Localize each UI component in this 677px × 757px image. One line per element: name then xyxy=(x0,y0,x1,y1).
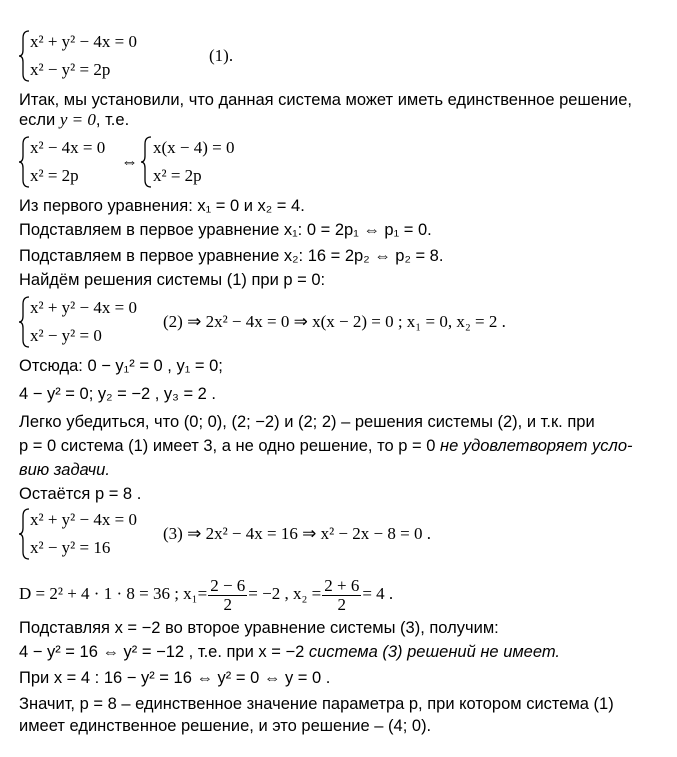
text-line-4: Подставляем в первое уравнение x₁: 0 = 2p₁ ⇔ p₁ = 0. xyxy=(19,221,432,239)
fraction-1 xyxy=(208,577,247,614)
text-line-9: Легко убедиться, что (0; 0), (2; −2) и (2; 2) – решения системы (2), и т.к. при xyxy=(19,413,595,431)
text-line-3: Из первого уравнения: x₁ = 0 и x₂ = 4. xyxy=(19,197,305,215)
text-line-7: Отсюда: 0 − y₁² = 0 , y₁ = 0; xyxy=(19,357,223,375)
system-1-row-2: x² − y² = 2p xyxy=(30,60,111,79)
text-line-14: Подставляя x = −2 во второе уравнение системы (3), получим: xyxy=(19,619,499,637)
system-3-row-2: x² − y² = 0 xyxy=(30,326,102,345)
discriminant-text: = −2 , x₂ = xyxy=(248,584,322,603)
italic-fragment: система (3) решений не имеет. xyxy=(308,643,560,661)
text-line-11: вию задачи. xyxy=(19,461,110,479)
system-3-derivation: (2) ⇒ 2x² − 4x = 0 ⇒ x(x − 2) = 0 ; x₁ = 0, x₂ = 2 . xyxy=(163,312,506,331)
system-3-row-1: x² + y² − 4x = 0 xyxy=(30,298,137,317)
text-fragment: 4 − y² = 16 ⇔ y² = −12 , т.е. при x = −2 xyxy=(19,643,309,661)
text-line-18: имеет единственное решение, и это решение – (4; 0). xyxy=(19,717,432,735)
fraction-2-den: 2 xyxy=(337,594,347,614)
text-line-12: Остаётся p = 8 . xyxy=(19,485,142,503)
discriminant-text: D = 2² + 4 · 1 · 8 = 36 ; x₁= xyxy=(19,584,208,603)
text-fragment: , т.е. xyxy=(95,111,130,129)
text-line-17: Значит, p = 8 – единственное значение параметра p, при котором система (1) xyxy=(19,695,614,713)
system-2b-row-1: x(x − 4) = 0 xyxy=(153,138,235,157)
system-4-row-1: x² + y² − 4x = 0 xyxy=(30,510,137,529)
fraction-2 xyxy=(322,577,361,614)
system-1-row-1: x² + y² − 4x = 0 xyxy=(30,32,137,51)
text-fragment: если xyxy=(19,111,56,129)
text-line-2 xyxy=(19,110,129,130)
system-4-derivation: (3) ⇒ 2x² − 4x = 16 ⇒ x² − 2x − 8 = 0 . xyxy=(163,524,431,543)
text-line-15 xyxy=(19,642,560,662)
text-line-10 xyxy=(19,436,633,456)
system-2b-row-2: x² = 2p xyxy=(153,166,202,185)
text-fragment: p = 0 система (1) имеет 3, а не одно решение, то p = 0 xyxy=(19,437,440,455)
text-line-16: При x = 4 : 16 − y² = 16 ⇔ y² = 0 ⇔ y = 0 . xyxy=(19,669,331,687)
fraction-2-num: 2 + 6 xyxy=(324,575,360,595)
system-1-label: (1). xyxy=(209,46,234,65)
system-2a-row-1: x² − 4x = 0 xyxy=(30,138,106,157)
italic-fragment: не удовлетворяет усло- xyxy=(439,437,633,455)
text-line-6: Найдём решения системы (1) при p = 0: xyxy=(19,271,326,289)
fraction-1-num: 2 − 6 xyxy=(210,575,246,595)
text-line-8: 4 − y² = 0; y₂ = −2 , y₃ = 2 . xyxy=(19,385,217,403)
text-line-1: Итак, мы установили, что данная система может иметь единственное решение, xyxy=(19,91,632,109)
text-line-5: Подставляем в первое уравнение x₂: 16 = 2p₂ ⇔ p₂ = 8. xyxy=(19,247,444,265)
fraction-1-den: 2 xyxy=(223,594,232,614)
equivalence-sign: ⇔ xyxy=(121,152,138,171)
brace-icon xyxy=(141,136,153,188)
discriminant-line xyxy=(19,574,393,614)
system-2a-row-2: x² = 2p xyxy=(30,166,79,185)
system-4-row-2: x² − y² = 16 xyxy=(30,538,111,557)
math-fragment: y = 0 xyxy=(59,110,96,129)
discriminant-text: = 4 . xyxy=(362,584,394,603)
